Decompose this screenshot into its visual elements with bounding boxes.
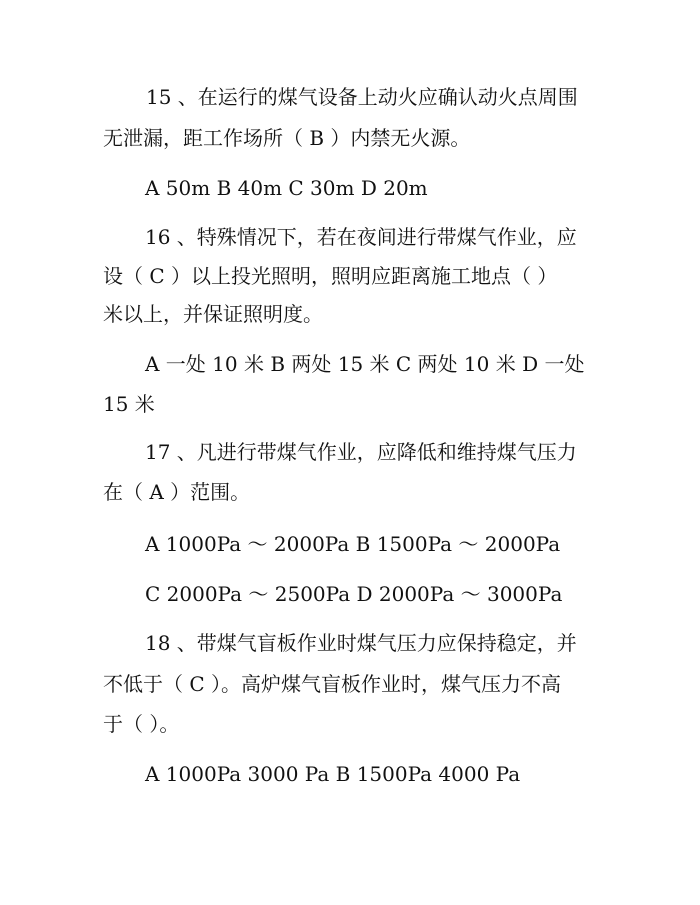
question-16-stem-line-3: 米以上，并保证照明度。 <box>103 302 323 326</box>
question-18-stem-line-2: 不低于（ C ）。高炉煤气盲板作业时，煤气压力不高 <box>103 672 562 696</box>
question-18-stem-line-3: 于（ ）。 <box>103 712 180 736</box>
question-16-stem-line-2: 设（ C ）以上投光照明，照明应距离施工地点（ ） <box>103 264 558 288</box>
question-15-stem-line-1: 15 、在运行的煤气设备上动火应确认动火点周围 <box>146 85 578 109</box>
question-17-options-line-1: A 1000Pa ～ 2000Pa B 1500Pa ～ 2000Pa <box>145 532 561 556</box>
question-16-options-line-1: A 一处 10 米 B 两处 15 米 C 两处 10 米 D 一处 <box>145 352 585 376</box>
question-15-options: A 50m B 40m C 30m D 20m <box>145 176 428 200</box>
question-16-options-line-2: 15 米 <box>103 392 155 416</box>
question-16-stem-line-1: 16 、特殊情况下，若在夜间进行带煤气作业，应 <box>145 225 577 249</box>
question-17-options-line-2: C 2000Pa ～ 2500Pa D 2000Pa ～ 3000Pa <box>145 582 563 606</box>
question-18-options: A 1000Pa 3000 Pa B 1500Pa 4000 Pa <box>145 762 521 786</box>
question-17-stem-line-1: 17 、凡进行带煤气作业，应降低和维持煤气压力 <box>145 440 577 464</box>
question-15-stem-line-2: 无泄漏，距工作场所（ B ）内禁无火源。 <box>103 126 471 150</box>
question-17-stem-line-2: 在（ A ）范围。 <box>103 480 251 504</box>
question-18-stem-line-1: 18 、带煤气盲板作业时煤气压力应保持稳定，并 <box>145 631 577 655</box>
